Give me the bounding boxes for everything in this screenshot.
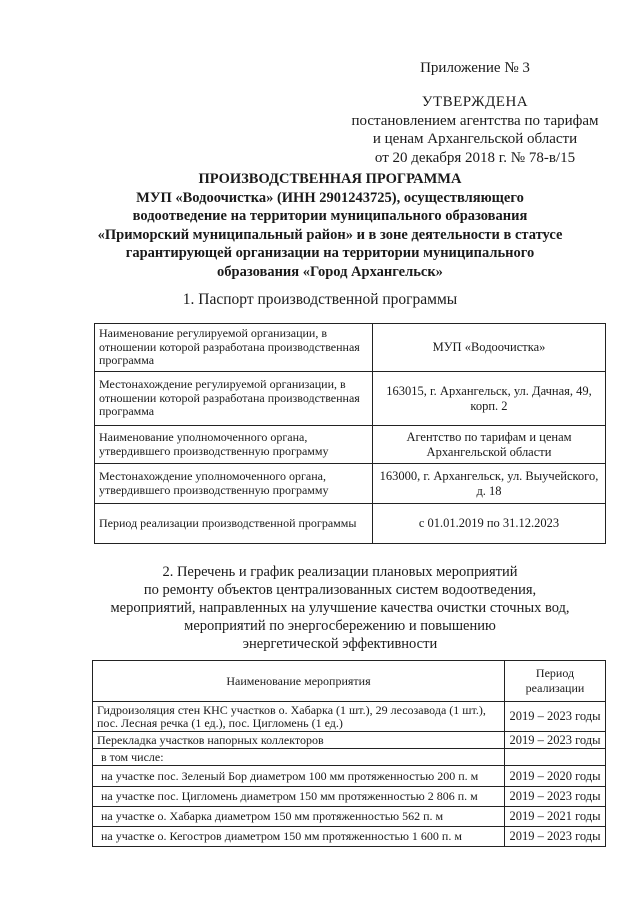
passport-label: Местонахождение уполномоченного органа, утвердившего производственную программу [95, 464, 373, 504]
event-period: 2019 – 2023 годы [505, 787, 606, 807]
event-name: Гидроизоляция стен КНС участков о. Хабарка (1 шт.), 29 лесозавода (1 шт.), пос. Лесная речка (1 ед.), пос. Цигломень (1 ед.) [93, 702, 505, 732]
table-row [93, 702, 606, 732]
passport-value: МУП «Водоочистка» [373, 324, 606, 372]
title-line: гарантирующей организации на территории муниципального [125, 245, 535, 261]
table-row [95, 324, 606, 372]
title-line: водоотведение на территории муниципального образования [132, 208, 528, 224]
table-row [93, 827, 606, 847]
approval-line: постановлением агентства по тарифам [351, 112, 599, 129]
title-line: образования «Город Архангельск» [217, 263, 443, 280]
column-header-period: Период реализации [505, 661, 606, 702]
table-row [93, 807, 606, 827]
column-header-name: Наименование мероприятия [93, 661, 505, 702]
passport-label: Период реализации производственной программы [95, 504, 373, 544]
event-name: на участке пос. Зеленый Бор диаметром 100 мм протяженностью 200 п. м [93, 766, 505, 787]
appendix-number: Приложение № 3 [420, 60, 530, 76]
passport-label: Наименование уполномоченного органа, утвердившего производственную программу [95, 426, 373, 464]
table-header-row [93, 661, 606, 702]
passport-label: Местонахождение регулируемой организации, в отношении которой разработана производственная программа [95, 372, 373, 426]
event-name: в том числе: [93, 749, 505, 766]
event-period: 2019 – 2023 годы [505, 732, 606, 749]
approval-date: от 20 декабря 2018 г. № 78-в/15 [374, 149, 576, 166]
heading-line: мероприятий, направленных на улучшение качества очистки сточных вод, [110, 600, 570, 616]
document-title [80, 170, 580, 281]
table-row [95, 426, 606, 464]
event-period: 2019 – 2020 годы [505, 766, 606, 787]
table-row [93, 787, 606, 807]
title-line: «Приморский муниципальный район» и в зоне деятельности в статусе [97, 226, 563, 243]
heading-line: по ремонту объектов централизованных систем водоотведения, [143, 582, 537, 598]
table-row [93, 749, 606, 766]
passport-value: 163000, г. Архангельск, ул. Выучейского, д. 18 [373, 464, 606, 504]
passport-value: с 01.01.2019 по 31.12.2023 [373, 504, 606, 544]
passport-value: Агентство по тарифам и ценам Архангельской области [373, 426, 606, 464]
section2-heading [80, 563, 600, 653]
table-row [95, 504, 606, 544]
approval-line: и ценам Архангельской области [372, 131, 578, 147]
table-row [93, 766, 606, 787]
event-name: на участке о. Кегостров диаметром 150 мм протяженностью 1 600 п. м [93, 827, 505, 847]
passport-label: Наименование регулируемой организации, в отношении которой разработана производственная программа [95, 324, 373, 372]
event-name: на участке пос. Цигломень диаметром 150 мм протяженностью 2 806 п. м [93, 787, 505, 807]
approval-block [350, 93, 600, 167]
event-period [505, 749, 606, 766]
event-period: 2019 – 2023 годы [505, 827, 606, 847]
passport-value: 163015, г. Архангельск, ул. Дачная, 49, корп. 2 [373, 372, 606, 426]
events-table [92, 660, 606, 847]
title-line: МУП «Водоочистка» (ИНН 2901243725), осуществляющего [136, 189, 524, 206]
table-row [95, 372, 606, 426]
event-name: Перекладка участков напорных коллекторов [93, 732, 505, 749]
event-period: 2019 – 2021 годы [505, 807, 606, 827]
heading-line: мероприятий по энергосбережению и повышению [184, 618, 496, 634]
heading-line: энергетической эффективности [242, 636, 438, 652]
approval-heading: УТВЕРЖДЕНА [421, 94, 529, 110]
heading-line: 2. Перечень и график реализации плановых мероприятий [162, 564, 518, 580]
title-line: ПРОИЗВОДСТВЕННАЯ ПРОГРАММА [198, 171, 462, 187]
passport-table [94, 323, 606, 544]
table-row [95, 464, 606, 504]
event-period: 2019 – 2023 годы [505, 702, 606, 732]
table-row [93, 732, 606, 749]
section1-heading: 1. Паспорт производственной программы [182, 291, 458, 308]
event-name: на участке о. Хабарка диаметром 150 мм протяженностью 562 п. м [93, 807, 505, 827]
